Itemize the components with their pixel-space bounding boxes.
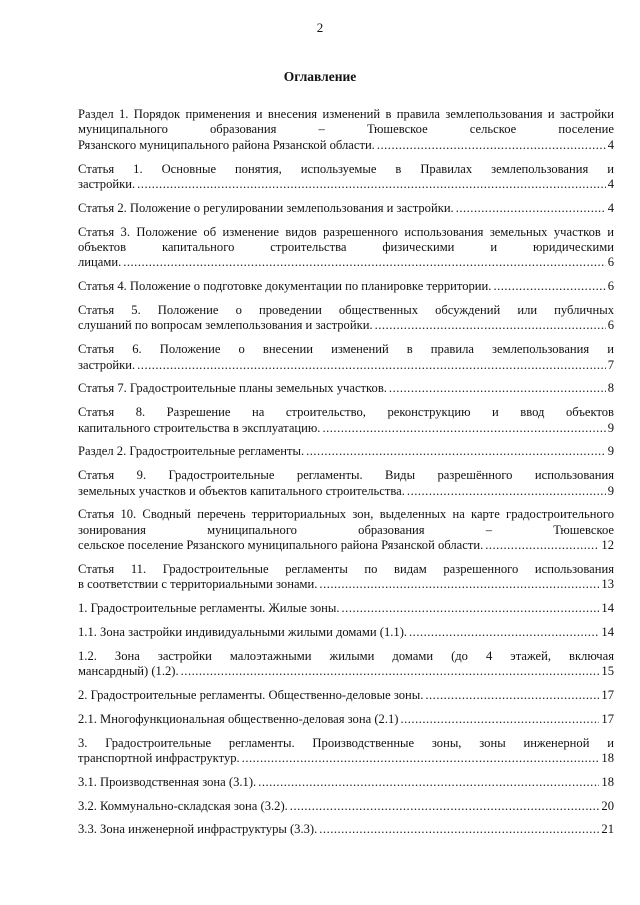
toc-entry[interactable] — [78, 822, 614, 837]
toc-entry[interactable] — [78, 303, 614, 334]
toc-entry-heading: лицами. — [78, 255, 122, 270]
toc-entry[interactable] — [78, 562, 614, 593]
dot-leader — [407, 484, 606, 499]
toc-entry-last-line — [78, 822, 614, 837]
toc-entry-heading: 2. Градостроительные регламенты. Общественно-деловые зоны. — [78, 688, 424, 703]
dot-leader — [181, 664, 600, 679]
toc-entry-text — [78, 822, 614, 837]
toc-entry-page-number: 8 — [607, 381, 614, 396]
toc-entry-last-line — [78, 577, 614, 592]
toc-entry[interactable] — [78, 107, 614, 153]
toc-entry-page-number: 4 — [607, 200, 614, 215]
toc-entry-last-line — [78, 484, 614, 499]
toc-entry-heading: слушаний по вопросам землепользования и застройки. — [78, 318, 373, 333]
toc-entry-last-line — [78, 712, 614, 727]
toc-entry-text — [78, 507, 614, 553]
toc-entry-heading: застройки. — [78, 357, 136, 372]
toc-entry[interactable] — [78, 625, 614, 640]
toc-entry-page-number: 17 — [601, 711, 614, 726]
toc-entry-line: Раздел 1. Порядок применения и внесения изменений в правила землепользования и застройки муниципального образования – Тюшевское сельское поселение — [78, 107, 614, 137]
toc-entry-heading: 3.2. Коммунально-складская зона (3.2). — [78, 798, 288, 813]
toc-entry-heading: в соответствии с территориальными зонами. — [78, 577, 318, 592]
toc-entry-last-line — [78, 601, 614, 616]
toc-entry[interactable] — [78, 468, 614, 499]
toc-entry-heading: застройки. — [78, 177, 136, 192]
dot-leader — [377, 138, 606, 153]
toc-entry-last-line — [78, 138, 614, 153]
toc-entry-page-number: 9 — [607, 483, 614, 498]
dot-leader — [485, 538, 599, 553]
toc-entry-page-number: 21 — [601, 822, 614, 837]
toc-entry-heading: Раздел 2. Градостроительные регламенты. — [78, 444, 305, 459]
dot-leader — [258, 775, 599, 790]
toc-entry-page-number: 4 — [607, 177, 614, 192]
toc-entry-last-line — [78, 177, 614, 192]
dot-leader — [306, 444, 606, 459]
dot-leader — [342, 601, 600, 616]
toc-entry[interactable] — [78, 381, 614, 396]
toc-entry-text — [78, 162, 614, 193]
toc-entry[interactable] — [78, 736, 614, 767]
dot-leader — [137, 177, 606, 192]
toc-entry-heading: мансардный) (1.2). — [78, 664, 179, 679]
toc-entry-last-line — [78, 444, 614, 459]
toc-entry-heading: Рязанского муниципального района Рязанской области. — [78, 137, 375, 152]
toc-entry-last-line — [78, 279, 614, 294]
toc-entry-text — [78, 775, 614, 790]
toc-entry-text — [78, 201, 614, 216]
dot-leader — [493, 279, 605, 294]
toc-entry-line: Статья 3. Положение об изменение видов разрешенного использования земельных участков и объектов капитального строительства физическими и юридическими — [78, 224, 614, 255]
toc-entry-heading: 3.1. Производственная зона (3.1). — [78, 774, 257, 789]
toc-entry-heading: Статья 2. Положение о регулировании землепользования и застройки. — [78, 200, 454, 215]
toc-entry-page-number: 20 — [601, 798, 614, 813]
toc-entry-page-number: 18 — [601, 774, 614, 789]
toc-entry-last-line — [78, 255, 614, 270]
toc-entry-page-number: 7 — [607, 357, 614, 372]
toc-entry-page-number: 14 — [601, 625, 614, 640]
toc-entry[interactable] — [78, 444, 614, 459]
toc-entry-page-number: 12 — [601, 538, 614, 553]
toc-entry-text — [78, 405, 614, 436]
toc-entry-heading: земельных участков и объектов капитального строительства. — [78, 483, 405, 498]
toc-entry-text — [78, 279, 614, 294]
toc-entry[interactable] — [78, 712, 614, 727]
dot-leader — [290, 799, 600, 814]
toc-entry-text — [78, 562, 614, 593]
toc-entry-last-line — [78, 688, 614, 703]
toc-entry-last-line — [78, 538, 614, 553]
toc-entry[interactable] — [78, 279, 614, 294]
toc-entry-page-number: 15 — [601, 664, 614, 679]
toc-entry-last-line — [78, 421, 614, 436]
toc-entry-page-number: 6 — [607, 318, 614, 333]
toc-entry-page-number: 6 — [607, 279, 614, 294]
toc-title: Оглавление — [283, 69, 357, 84]
toc-entry-heading: 3.3. Зона инженерной инфраструктуры (3.3). — [78, 822, 318, 837]
toc-entry-page-number: 13 — [601, 577, 614, 592]
toc-entry[interactable] — [78, 342, 614, 373]
dot-leader — [322, 421, 605, 436]
dot-leader — [123, 255, 605, 270]
toc-entry-line: Статья 5. Положение о проведении общественных обсуждений или публичных — [78, 303, 614, 318]
toc-entry-text — [78, 303, 614, 334]
toc-entry-last-line — [78, 799, 614, 814]
toc-entry-last-line — [78, 664, 614, 679]
toc-entry[interactable] — [78, 405, 614, 436]
toc-entry-text — [78, 381, 614, 396]
dot-leader — [375, 318, 606, 333]
toc-entry-last-line — [78, 318, 614, 333]
toc-entry-text — [78, 736, 614, 767]
toc-entry-text — [78, 444, 614, 459]
toc-entry[interactable] — [78, 201, 614, 216]
toc-entry-text — [78, 107, 614, 153]
dot-leader — [389, 381, 606, 396]
toc-entry-heading: Статья 4. Положение о подготовке документации по планировке территории. — [78, 279, 492, 294]
toc-entry[interactable] — [78, 507, 614, 553]
dot-leader — [137, 358, 606, 373]
toc-entry[interactable] — [78, 799, 614, 814]
toc-entry-page-number: 17 — [601, 688, 614, 703]
page-number: 2 — [316, 20, 324, 35]
toc-entry-text — [78, 712, 614, 727]
toc-entry-page-number: 14 — [601, 601, 614, 616]
toc-entry-line: 3. Градостроительные регламенты. Производственные зоны, зоны инженерной и — [78, 735, 614, 750]
toc-entry-page-number: 18 — [601, 751, 614, 766]
toc-entry-page-number: 6 — [607, 255, 614, 270]
toc-entry-text — [78, 688, 614, 703]
toc-entry-text — [78, 225, 614, 271]
toc-entry-page-number: 9 — [607, 420, 614, 435]
toc-entry-last-line — [78, 775, 614, 790]
toc-entry-text — [78, 342, 614, 373]
toc-entry[interactable] — [78, 688, 614, 703]
dot-leader — [400, 712, 599, 727]
toc-entry-line: Статья 10. Сводный перечень территориальных зон, выделенных на карте градостроительного зонирования муниципального образования – Тюшевское — [78, 507, 614, 537]
toc-entry-text — [78, 468, 614, 499]
toc-entry-text — [78, 799, 614, 814]
toc-entry-heading: 1.1. Зона застройки индивидуальными жилыми домами (1.1). — [78, 625, 408, 640]
toc-entry-heading: транспортной инфраструктур. — [78, 751, 240, 766]
toc-entry[interactable] — [78, 225, 614, 271]
table-of-contents — [78, 107, 614, 846]
dot-leader — [242, 751, 600, 766]
toc-entry-text — [78, 625, 614, 640]
toc-entry[interactable] — [78, 649, 614, 680]
toc-entry-line: Статья 6. Положение о внесении изменений в правила землепользования и — [78, 342, 614, 357]
dot-leader — [319, 822, 599, 837]
toc-entry-heading: Статья 7. Градостроительные планы земельных участков. — [78, 381, 387, 396]
toc-entry-heading: 1. Градостроительные регламенты. Жилые зоны. — [78, 601, 340, 616]
toc-entry-line: Статья 11. Градостроительные регламенты по видам разрешенного использования — [78, 562, 614, 577]
toc-entry-heading: сельское поселение Рязанского муниципального района Рязанской области. — [78, 538, 484, 553]
toc-entry-heading: 2.1. Многофункциональная общественно-деловая зона (2.1) — [78, 711, 399, 726]
toc-entry-line: Статья 8. Разрешение на строительство, реконструкцию и ввод объектов — [78, 405, 614, 420]
toc-entry-text — [78, 601, 614, 616]
toc-entry-last-line — [78, 625, 614, 640]
toc-entry[interactable] — [78, 601, 614, 616]
dot-leader — [409, 625, 599, 640]
toc-entry-page-number: 4 — [607, 137, 614, 152]
toc-entry-last-line — [78, 751, 614, 766]
toc-entry-heading: капитального строительства в эксплуатацию. — [78, 420, 321, 435]
dot-leader — [456, 201, 606, 216]
toc-entry-line: 1.2. Зона застройки малоэтажными жилыми домами (до 4 этажей, включая — [78, 648, 614, 663]
toc-entry[interactable] — [78, 162, 614, 193]
toc-entry-line: Статья 9. Градостроительные регламенты. Виды разрешённого использования — [78, 468, 614, 483]
toc-entry-last-line — [78, 381, 614, 396]
toc-entry-last-line — [78, 201, 614, 216]
toc-entry-page-number: 9 — [607, 444, 614, 459]
dot-leader — [425, 688, 599, 703]
toc-entry-line: Статья 1. Основные понятия, используемые в Правилах землепользования и — [78, 161, 614, 176]
dot-leader — [319, 577, 599, 592]
toc-entry-text — [78, 649, 614, 680]
toc-entry-last-line — [78, 358, 614, 373]
toc-entry[interactable] — [78, 775, 614, 790]
